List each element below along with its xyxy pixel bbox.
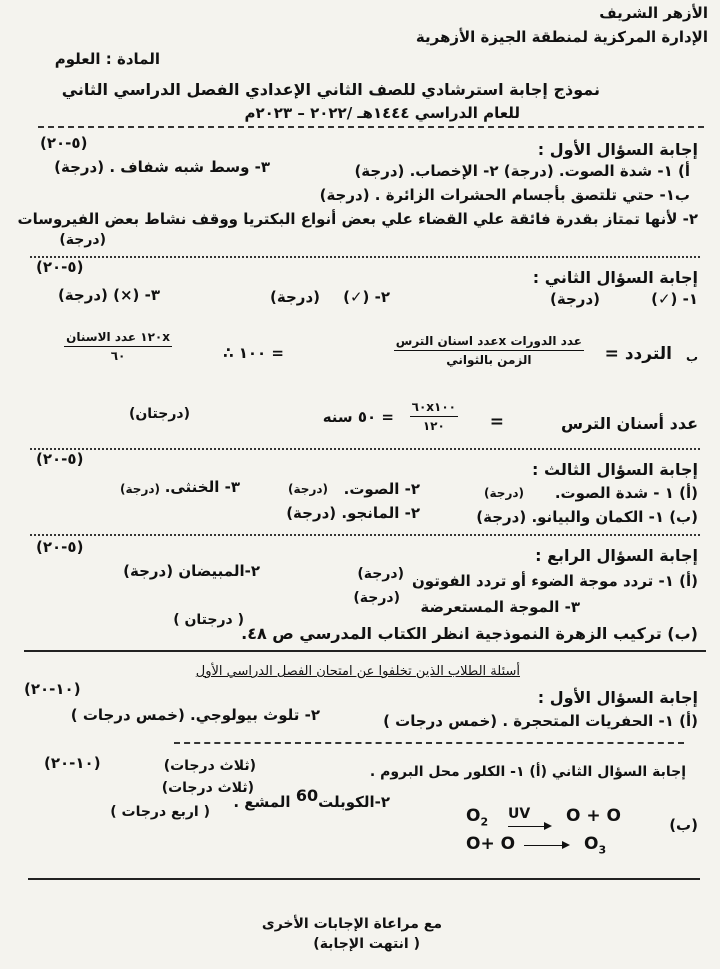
divider	[30, 256, 700, 258]
frequency-fraction	[394, 334, 584, 367]
makeup-q2-item2	[233, 786, 390, 811]
makeup-title: أسئلة الطلاب الذين تخلفوا عن امتحان الفصل الدراسي الأول	[195, 664, 520, 679]
q3-heading: إجابة السؤال الثالث :	[532, 460, 698, 479]
calc-numerator: ١٢٠x عدد الاسنان	[64, 330, 172, 347]
q1-marks: (٥-٢٠)	[40, 134, 88, 152]
teeth-label: عدد أسنان الترس	[561, 414, 698, 433]
eq2-right-symbol: O	[584, 834, 599, 854]
academic-year: للعام الدراسي ١٤٤٤هـ /٢٠٢٢ – ٢٠٢٣م	[244, 104, 520, 122]
q4-a2: ٢-المبيضان (درجة)	[123, 562, 260, 580]
teeth-fraction	[410, 400, 458, 433]
q2-item1: ١- (✓)	[651, 290, 698, 308]
eq1-left-sub: 2	[480, 815, 489, 829]
q3-a3-grade: (درجة)	[120, 482, 160, 496]
q4-a1-grade: (درجة)	[357, 566, 404, 582]
q3-b1: (ب) ١- الكمان والبيانو. (درجة)	[476, 508, 698, 526]
grade-three-a: (ثلاث درجات)	[163, 758, 256, 774]
footer-note: مع مراعاة الإجابات الأخرى	[261, 916, 442, 932]
cobalt-label: ٢-الكوبلت	[318, 793, 390, 811]
q4-a3: ٣- الموجة المستعرضة	[420, 598, 580, 616]
frequency-numerator: عدد الدورات xعدد اسنان الترس	[394, 334, 584, 351]
grade-three-b: (ثلاث درجات)	[161, 780, 254, 796]
q3-a1: (أ) ١ - شدة الصوت.	[554, 484, 698, 502]
q1-a-line: أ) ١- شدة الصوت. (درجة) ٢- الإخصاب. (درجة)	[354, 162, 690, 180]
makeup-q1-a1: (أ) ١- الحفريات المتحجرة . (خمس درجات )	[383, 712, 698, 730]
q1-heading: إجابة السؤال الأول :	[537, 140, 698, 159]
subject-label: المادة : العلوم	[54, 50, 160, 68]
q1-b1: ب١- حتي تلتصق بأجسام الحشرات الزائرة . (درجة)	[319, 186, 690, 204]
q4-a3-grade: (درجة)	[353, 590, 400, 606]
q4-b: (ب) تركيب الزهرة النموذجية انظر الكتاب المدرسي ص ٤٨.	[241, 624, 698, 643]
q3-a2-grade: (درجة)	[288, 482, 328, 496]
calc-fraction	[64, 330, 172, 363]
divider	[30, 534, 700, 536]
q4-heading: إجابة السؤال الرابع :	[535, 546, 698, 565]
makeup-q2-heading: إجابة السؤال الثاني (أ) ١- الكلور محل البروم .	[369, 764, 686, 780]
eq1-arrow	[508, 826, 550, 827]
q2-item2: ٢- (✓)	[343, 288, 390, 306]
divider	[28, 878, 700, 880]
eq1-uv-label: UV	[508, 806, 531, 822]
q3-a1-grade: (درجة)	[484, 486, 524, 500]
q4-b-grade: ( درجتان )	[173, 612, 244, 628]
divider	[30, 448, 700, 450]
makeup-q1-marks: (١٠-٢٠)	[24, 680, 81, 698]
q3-b2: ٢- المانجو. (درجة)	[286, 504, 420, 522]
eq1-right: O + O	[566, 806, 621, 826]
calc-denominator: ٦٠	[110, 349, 126, 363]
grade-four: ( اربع درجات )	[110, 804, 210, 820]
teeth-numerator: ٦٠x١٠٠	[410, 400, 458, 417]
eq1-left	[466, 806, 488, 828]
makeup-b-label: (ب)	[669, 816, 698, 834]
divider	[38, 126, 704, 128]
q3-marks: (٥-٢٠)	[36, 450, 84, 468]
teeth-grade: (درجتان)	[128, 406, 190, 422]
header-administration: الإدارة المركزية لمنطقة الجيزة الأزهرية	[415, 28, 708, 46]
q2-item2-grade: (درجة)	[270, 288, 320, 306]
q2-item3: ٣- (×) (درجة)	[57, 286, 160, 304]
makeup-q2-marks: (١٠-٢٠)	[44, 754, 101, 772]
frequency-denominator: الزمن بالثواني	[446, 353, 532, 367]
eq2-left: O+ O	[466, 834, 516, 854]
makeup-q1-a2: ٢- تلوث بيولوجي. (خمس درجات )	[70, 706, 320, 724]
cobalt-suffix: المشع .	[233, 793, 291, 811]
q3-a2: ٢- الصوت.	[343, 480, 420, 498]
footer-end: ( انتهت الإجابة)	[313, 936, 420, 952]
eq1-left-symbol: O	[466, 806, 481, 826]
q4-a1: (أ) ١- تردد موجة الضوء أو تردد الفوتون	[411, 572, 698, 590]
frequency-label: التردد =	[604, 344, 672, 364]
makeup-q1-heading: إجابة السؤال الأول :	[537, 688, 698, 707]
header-azhar: الأزهر الشريف	[599, 4, 708, 22]
cobalt-mass: 60	[295, 786, 319, 805]
teeth-denominator: ١٢٠	[422, 419, 445, 433]
q1-a-item3: ٣- وسط شبه شفاف . (درجة)	[54, 158, 270, 176]
teeth-result: = ٥٠ سنه	[322, 408, 394, 426]
q2-heading: إجابة السؤال الثاني :	[532, 268, 698, 287]
teeth-equals: =	[489, 412, 504, 432]
q4-marks: (٥-٢٠)	[36, 538, 84, 556]
eq2-arrow	[524, 845, 568, 846]
q2-item1-grade: (درجة)	[550, 290, 600, 308]
q2-marks: (٥-٢٠)	[36, 258, 84, 276]
page-title: نموذج إجابة استرشادي للصف الثاني الإعدادي الفصل الدراسي الثاني	[61, 80, 600, 99]
eq2-right-sub: 3	[598, 843, 607, 857]
divider	[24, 650, 706, 652]
q1-b2: ٢- لأنها تمتاز بقدرة فائقة علي القضاء علي بعض أنواع البكتريا ووقف نشاط بعض الفيروسات	[17, 210, 698, 228]
calc-equation: = ١٠٠ ∴	[223, 344, 284, 362]
eq2-right	[584, 834, 606, 856]
divider	[174, 742, 684, 744]
q2-b-label: ب	[685, 350, 698, 364]
q1-b2-grade: (درجة)	[59, 232, 106, 248]
q3-a3: ٣- الخنثى.	[164, 478, 240, 496]
